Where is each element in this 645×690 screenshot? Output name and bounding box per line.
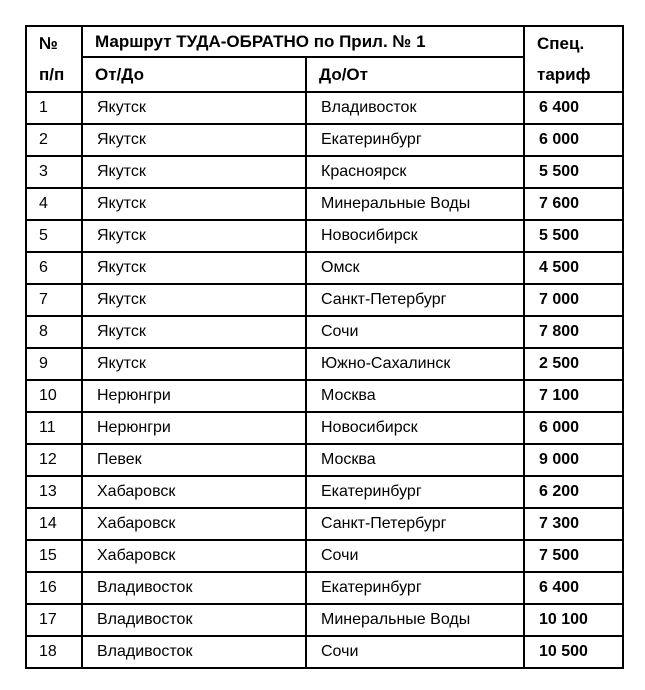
from-city-cell: Якутск <box>82 316 306 348</box>
table-row <box>26 156 623 188</box>
tariff-cell: 7 600 <box>524 188 623 220</box>
row-number-cell: 17 <box>26 604 82 636</box>
row-number-cell: 10 <box>26 380 82 412</box>
tariff-cell: 10 500 <box>524 636 623 668</box>
row-number-cell: 11 <box>26 412 82 444</box>
row-number-cell: 5 <box>26 220 82 252</box>
tariff-cell: 7 300 <box>524 508 623 540</box>
table-row <box>26 252 623 284</box>
row-number-cell: 1 <box>26 92 82 124</box>
row-number-cell: 12 <box>26 444 82 476</box>
row-number-cell: 18 <box>26 636 82 668</box>
to-city-cell: Санкт-Петербург <box>306 508 524 540</box>
to-city-cell: Минеральные Воды <box>306 604 524 636</box>
tariff-cell: 7 100 <box>524 380 623 412</box>
tariff-cell: 6 000 <box>524 124 623 156</box>
tariff-cell: 5 500 <box>524 156 623 188</box>
from-city-cell: Якутск <box>82 252 306 284</box>
table-row <box>26 316 623 348</box>
table-row <box>26 92 623 124</box>
row-number-cell: 2 <box>26 124 82 156</box>
to-city-cell: Минеральные Воды <box>306 188 524 220</box>
to-city-cell: Сочи <box>306 316 524 348</box>
to-city-cell: Владивосток <box>306 92 524 124</box>
table-row <box>26 412 623 444</box>
to-city-cell: Екатеринбург <box>306 476 524 508</box>
from-city-cell: Якутск <box>82 188 306 220</box>
tariff-cell: 4 500 <box>524 252 623 284</box>
from-city-cell: Хабаровск <box>82 508 306 540</box>
table-row <box>26 540 623 572</box>
row-number-cell: 16 <box>26 572 82 604</box>
tariff-cell: 6 400 <box>524 92 623 124</box>
from-city-cell: Нерюнгри <box>82 380 306 412</box>
from-city-cell: Якутск <box>82 124 306 156</box>
from-city-cell: Владивосток <box>82 572 306 604</box>
table-header-row-1 <box>26 26 623 57</box>
to-city-cell: Санкт-Петербург <box>306 284 524 316</box>
column-header-number-line1: № <box>39 34 58 53</box>
row-number-cell: 15 <box>26 540 82 572</box>
to-city-cell: Екатеринбург <box>306 572 524 604</box>
to-city-cell: Омск <box>306 252 524 284</box>
table-row <box>26 604 623 636</box>
table-row <box>26 188 623 220</box>
table-row <box>26 572 623 604</box>
from-city-cell: Якутск <box>82 92 306 124</box>
tariff-cell: 9 000 <box>524 444 623 476</box>
tariff-cell: 7 000 <box>524 284 623 316</box>
tariff-table <box>25 25 624 669</box>
column-header-number <box>26 26 82 92</box>
row-number-cell: 14 <box>26 508 82 540</box>
column-header-number-line2: п/п <box>39 65 65 84</box>
to-city-cell: Новосибирск <box>306 220 524 252</box>
tariff-cell: 6 400 <box>524 572 623 604</box>
tariff-cell: 6 200 <box>524 476 623 508</box>
from-city-cell: Якутск <box>82 220 306 252</box>
to-city-cell: Сочи <box>306 636 524 668</box>
to-city-cell: Сочи <box>306 540 524 572</box>
to-city-cell: Новосибирск <box>306 412 524 444</box>
to-city-cell: Екатеринбург <box>306 124 524 156</box>
tariff-cell: 7 800 <box>524 316 623 348</box>
to-city-cell: Москва <box>306 380 524 412</box>
row-number-cell: 4 <box>26 188 82 220</box>
table-row <box>26 124 623 156</box>
from-city-cell: Хабаровск <box>82 540 306 572</box>
from-city-cell: Нерюнгри <box>82 412 306 444</box>
row-number-cell: 13 <box>26 476 82 508</box>
from-city-cell: Якутск <box>82 348 306 380</box>
row-number-cell: 6 <box>26 252 82 284</box>
table-row <box>26 476 623 508</box>
from-city-cell: Якутск <box>82 156 306 188</box>
column-header-from: От/До <box>82 57 306 92</box>
table-row <box>26 508 623 540</box>
column-header-to: До/От <box>306 57 524 92</box>
to-city-cell: Южно-Сахалинск <box>306 348 524 380</box>
to-city-cell: Красноярск <box>306 156 524 188</box>
row-number-cell: 8 <box>26 316 82 348</box>
tariff-cell: 6 000 <box>524 412 623 444</box>
row-number-cell: 7 <box>26 284 82 316</box>
table-row <box>26 348 623 380</box>
column-header-tariff-line1: Спец. <box>537 34 585 53</box>
tariff-cell: 10 100 <box>524 604 623 636</box>
column-header-tariff-line2: тариф <box>537 65 591 84</box>
from-city-cell: Певек <box>82 444 306 476</box>
from-city-cell: Якутск <box>82 284 306 316</box>
tariff-cell: 7 500 <box>524 540 623 572</box>
from-city-cell: Хабаровск <box>82 476 306 508</box>
from-city-cell: Владивосток <box>82 636 306 668</box>
table-row <box>26 220 623 252</box>
row-number-cell: 3 <box>26 156 82 188</box>
row-number-cell: 9 <box>26 348 82 380</box>
table-row <box>26 444 623 476</box>
tariff-cell: 2 500 <box>524 348 623 380</box>
table-row <box>26 380 623 412</box>
column-header-route-title: Маршрут ТУДА-ОБРАТНО по Прил. № 1 <box>82 26 524 57</box>
table-row <box>26 284 623 316</box>
from-city-cell: Владивосток <box>82 604 306 636</box>
to-city-cell: Москва <box>306 444 524 476</box>
tariff-cell: 5 500 <box>524 220 623 252</box>
column-header-tariff <box>524 26 623 92</box>
table-row <box>26 636 623 668</box>
